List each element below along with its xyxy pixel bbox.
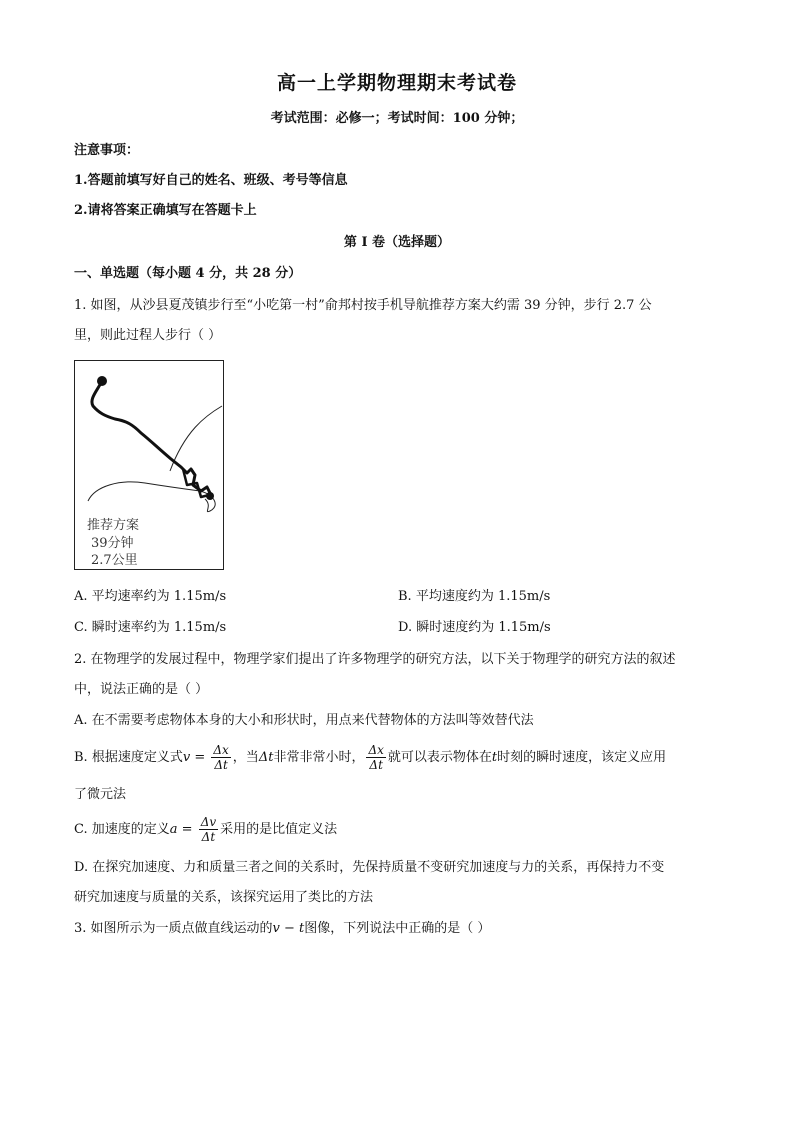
q2-b-num: Δx <box>213 743 229 757</box>
figure-label-distance: 2.7公里 <box>91 553 138 568</box>
q3-post: 图像，下列说法中正确的是（ ） <box>304 921 491 936</box>
q2-b-mid3: 就可以表示物体在 <box>387 750 492 765</box>
q2-option-b-line2: 了微元法 <box>74 787 127 802</box>
q2-b-dt: Δt <box>258 750 274 765</box>
q2-b-mid2: 非常非常小时， <box>273 750 365 765</box>
q2-b-mid1: ，当 <box>232 750 259 765</box>
section-heading: 一、单选题（每小题 4 分，共 28 分） <box>74 266 302 281</box>
q1-option-d: D. 瞬时速度约为 1.15m/s <box>398 620 551 635</box>
q1-stem-line1: 1. 如图，从沙县夏茂镇步行至“小吃第一村”俞邦村按手机导航推荐方案大约需 39 分钟，步行 2.7 公 <box>74 298 652 313</box>
q1-option-b: B. 平均速度约为 1.15m/s <box>398 589 551 604</box>
q2-b-den2: Δt <box>369 758 383 772</box>
q2-option-d-line2: 研究加速度与质量的关系，该探究运用了类比的方法 <box>74 890 374 905</box>
figure-label-time: 39分钟 <box>91 536 134 551</box>
q2-stem-line1: 2. 在物理学的发展过程中，物理学家们提出了许多物理学的研究方法，以下关于物理学的研究方法的叙述 <box>74 652 676 667</box>
q1-stem-line2: 里，则此过程人步行（ ） <box>74 328 222 343</box>
q2-c-pre: C. 加速度的定义 <box>74 822 170 837</box>
q2-option-d-line1: D. 在探究加速度、力和质量三者之间的关系时，先保持质量不变研究加速度与力的关系，再保持力不变 <box>74 860 665 875</box>
q2-c-num: Δv <box>200 815 217 829</box>
start-point-icon <box>97 376 107 386</box>
q2-b-pre: B. 根据速度定义式 <box>74 750 183 765</box>
q2-option-a: A. 在不需要考虑物体本身的大小和形状时，用点来代替物体的方法叫等效替代法 <box>74 713 534 728</box>
q1-option-a: A. 平均速率约为 1.15m/s <box>74 589 227 604</box>
q2-option-c <box>74 814 337 846</box>
q2-b-den: Δt <box>214 758 228 772</box>
q2-b-num2: Δx <box>368 743 384 757</box>
q2-b-v: v <box>182 750 191 765</box>
q2-stem-line2: 中，说法正确的是（ ） <box>74 682 209 697</box>
figure-label-plan: 推荐方案 <box>87 518 140 533</box>
q2-b-fraction <box>211 743 230 772</box>
q2-c-eq: = <box>177 822 197 837</box>
q3-pre: 3. 如图所示为一质点做直线运动的 <box>74 921 273 936</box>
note-item-2: 2.请将答案正确填写在答题卡上 <box>74 203 257 218</box>
note-item-1: 1.答题前填写好自己的姓名、班级、考号等信息 <box>74 173 348 188</box>
q2-c-fraction <box>199 815 218 844</box>
q3-vt: v − t <box>272 921 305 936</box>
q2-option-b <box>74 742 666 774</box>
q3-stem <box>74 920 490 938</box>
exam-scope: 考试范围：必修一；考试时间：100 分钟； <box>270 111 524 126</box>
q2-c-post: 采用的是比值定义法 <box>220 822 338 837</box>
end-point-icon <box>206 492 214 500</box>
q2-b-fraction2 <box>366 743 385 772</box>
q1-map-figure <box>74 360 224 570</box>
part-title: 第 I 卷（选择题） <box>343 235 451 250</box>
q2-b-post: 时刻的瞬时速度，该定义应用 <box>497 750 667 765</box>
q2-c-den: Δt <box>201 830 216 844</box>
q1-option-c: C. 瞬时速率约为 1.15m/s <box>74 620 227 635</box>
page-title: 高一上学期物理期末考试卷 <box>276 72 517 94</box>
q2-b-t: t <box>491 750 498 765</box>
notes-heading: 注意事项： <box>74 143 140 158</box>
q2-c-a: a <box>169 822 178 837</box>
q2-b-eq: = <box>190 750 210 765</box>
